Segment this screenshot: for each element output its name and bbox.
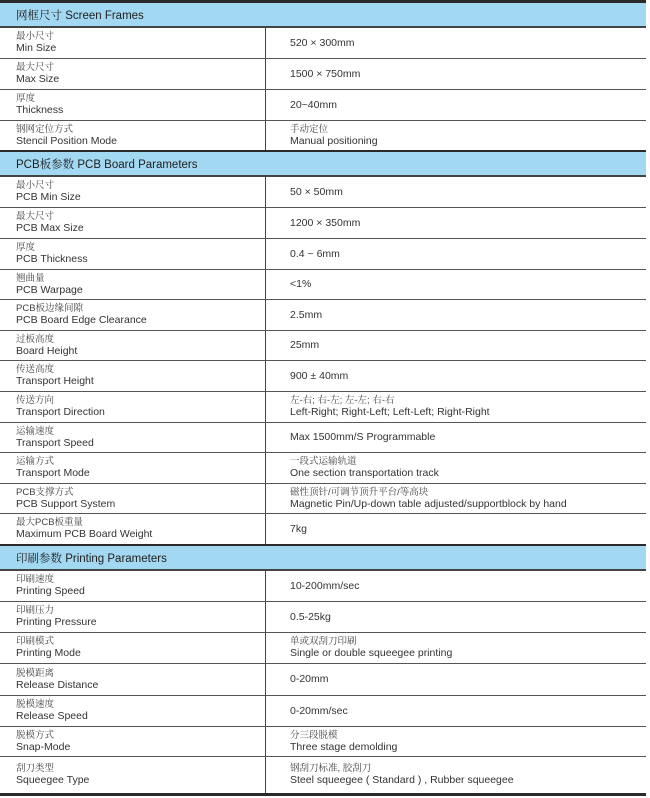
label-zh: 最小尺寸	[16, 31, 55, 42]
label-cell	[0, 696, 266, 726]
value-cell	[266, 423, 646, 452]
label-en: PCB Max Size	[16, 222, 84, 234]
table-row	[0, 696, 646, 727]
value-zh: 一段式运输轨道	[290, 456, 357, 467]
label-en: Thickness	[16, 104, 64, 116]
section-title: PCB板参数 PCB Board Parameters	[16, 158, 198, 171]
value-zh: 单或双刮刀印刷	[290, 636, 357, 647]
label-en: Stencil Position Mode	[16, 134, 117, 147]
value-cell	[266, 484, 646, 513]
value-cell	[266, 757, 646, 793]
table-row	[0, 90, 646, 121]
value-en: 50 × 50mm	[290, 185, 343, 198]
value-en: Max 1500mm/S Programmable	[290, 431, 436, 443]
value-cell	[266, 453, 646, 483]
label-zh: 脱模速度	[16, 699, 55, 710]
table-row	[0, 59, 646, 90]
label-en: Release Distance	[16, 678, 99, 691]
label-cell	[0, 270, 266, 299]
table-row	[0, 423, 646, 453]
label-zh: 印刷速度	[16, 574, 55, 585]
label-cell	[0, 361, 266, 391]
value-en: 0.4 ~ 6mm	[290, 247, 340, 260]
value-zh: 钢刮刀标准, 胶刮刀	[290, 763, 372, 774]
label-cell	[0, 90, 266, 120]
label-cell	[0, 571, 266, 601]
value-en: 0.5-25kg	[290, 610, 331, 623]
value-en: Single or double squeegee printing	[290, 647, 453, 659]
label-cell	[0, 59, 266, 89]
section-title: 网框尺寸 Screen Frames	[16, 9, 144, 22]
label-zh: PCB支撑方式	[16, 486, 74, 498]
label-cell	[0, 392, 266, 422]
value-zh: 磁性顶针/可调节顶升平台/等高块	[290, 486, 429, 498]
value-cell	[266, 177, 646, 207]
label-zh: 翘曲量	[16, 272, 45, 284]
table-row	[0, 331, 646, 361]
label-en: Transport Mode	[16, 467, 90, 479]
label-en: PCB Board Edge Clearance	[16, 314, 147, 326]
label-en: Printing Mode	[16, 647, 81, 659]
label-en: Snap-Mode	[16, 740, 71, 753]
value-cell	[266, 208, 646, 238]
table-row	[0, 361, 646, 392]
label-zh: PCB板边缘间隙	[16, 303, 84, 314]
label-en: Release Speed	[16, 710, 88, 722]
table-row	[0, 514, 646, 546]
value-cell	[266, 121, 646, 150]
value-en: 25mm	[290, 339, 320, 351]
value-en: 20~40mm	[290, 98, 337, 111]
label-en: PCB Thickness	[16, 253, 88, 265]
label-en: Max Size	[16, 73, 60, 85]
label-cell	[0, 727, 266, 756]
label-zh: 传送方向	[16, 395, 55, 406]
label-en: Printing Pressure	[16, 616, 97, 628]
label-en: Board Height	[16, 344, 78, 357]
value-en: 1200 × 350mm	[290, 216, 361, 229]
label-zh: 运输方式	[16, 456, 55, 467]
label-cell	[0, 121, 266, 150]
label-zh: 钢网定位方式	[16, 123, 74, 135]
label-cell	[0, 757, 266, 793]
table-row	[0, 484, 646, 514]
section-title: 印刷参数 Printing Parameters	[16, 552, 167, 565]
value-en: Magnetic Pin/Up-down table adjusted/supportblock by hand	[290, 497, 567, 510]
value-cell	[266, 602, 646, 632]
value-en: 7kg	[290, 522, 307, 535]
value-en: 10-200mm/sec	[290, 579, 360, 592]
value-en: 1500 × 750mm	[290, 67, 361, 80]
label-en: Transport Height	[16, 375, 94, 387]
label-zh: 厚度	[16, 242, 36, 253]
label-cell	[0, 423, 266, 452]
label-zh: 刮刀类型	[16, 763, 55, 774]
section-header-pcb-board-parameters	[0, 152, 646, 177]
label-cell	[0, 514, 266, 544]
label-zh: 运输速度	[16, 425, 55, 437]
label-en: Squeegee Type	[16, 774, 90, 786]
value-en: One section transportation track	[290, 467, 439, 479]
label-cell	[0, 664, 266, 695]
label-zh: 厚度	[16, 93, 36, 104]
label-en: PCB Support System	[16, 497, 116, 510]
value-en: Manual positioning	[290, 134, 378, 147]
label-cell	[0, 28, 266, 58]
label-cell	[0, 239, 266, 269]
value-cell	[266, 90, 646, 120]
value-en: 520 × 300mm	[290, 36, 355, 49]
label-cell	[0, 453, 266, 483]
value-en: 0-20mm	[290, 673, 329, 685]
value-cell	[266, 270, 646, 299]
label-en: Min Size	[16, 42, 57, 54]
value-zh: 手动定位	[290, 123, 329, 135]
label-en: Transport Speed	[16, 436, 94, 449]
value-en: 2.5mm	[290, 308, 323, 321]
value-en: 900 ± 40mm	[290, 369, 349, 382]
value-cell	[266, 331, 646, 360]
label-cell	[0, 300, 266, 330]
label-zh: 最大尺寸	[16, 211, 55, 222]
label-zh: 脱模距离	[16, 667, 55, 679]
table-row	[0, 727, 646, 757]
value-cell	[266, 28, 646, 58]
value-en: Left-Right; Right-Left; Left-Left; Right-Right	[290, 406, 490, 418]
table-row	[0, 300, 646, 331]
table-row	[0, 392, 646, 423]
table-row	[0, 757, 646, 793]
label-cell	[0, 484, 266, 513]
label-en: Transport Direction	[16, 406, 105, 418]
label-cell	[0, 602, 266, 632]
label-en: PCB Min Size	[16, 191, 81, 203]
value-en: 0-20mm/sec	[290, 704, 348, 717]
value-cell	[266, 727, 646, 756]
label-zh: 最大PCB板重量	[16, 517, 84, 528]
table-row	[0, 571, 646, 602]
table-row	[0, 121, 646, 152]
table-row	[0, 270, 646, 300]
table-row	[0, 28, 646, 59]
label-en: PCB Warpage	[16, 283, 83, 296]
label-cell	[0, 331, 266, 360]
label-zh: 传送高度	[16, 364, 55, 375]
value-cell	[266, 696, 646, 726]
table-row	[0, 664, 646, 696]
label-zh: 最大尺寸	[16, 62, 55, 73]
section-header-screen-frames	[0, 3, 646, 28]
label-zh: 最小尺寸	[16, 180, 55, 191]
value-en: Three stage demolding	[290, 740, 398, 753]
value-zh: 分三段脱模	[290, 729, 338, 741]
table-row	[0, 208, 646, 239]
table-row	[0, 633, 646, 664]
label-cell	[0, 633, 266, 663]
label-en: Maximum PCB Board Weight	[16, 528, 153, 540]
value-en: Steel squeegee ( Standard ) , Rubber squeegee	[290, 774, 514, 786]
value-zh: 左-右; 右-左; 左-左; 右-右	[290, 395, 395, 406]
label-cell	[0, 208, 266, 238]
value-cell	[266, 59, 646, 89]
value-cell	[266, 392, 646, 422]
table-row	[0, 239, 646, 270]
table-row	[0, 602, 646, 633]
value-cell	[266, 239, 646, 269]
value-cell	[266, 664, 646, 695]
value-cell	[266, 571, 646, 601]
label-en: Printing Speed	[16, 585, 85, 597]
value-cell	[266, 361, 646, 391]
value-en: <1%	[290, 278, 312, 290]
section-header-printing-parameters	[0, 546, 646, 571]
value-cell	[266, 633, 646, 663]
table-row	[0, 453, 646, 484]
label-zh: 过板高度	[16, 333, 55, 345]
value-cell	[266, 514, 646, 544]
label-zh: 印刷模式	[16, 636, 55, 647]
value-cell	[266, 300, 646, 330]
table-row	[0, 177, 646, 208]
label-cell	[0, 177, 266, 207]
label-zh: 印刷压力	[16, 605, 55, 616]
label-zh: 脱模方式	[16, 729, 55, 741]
